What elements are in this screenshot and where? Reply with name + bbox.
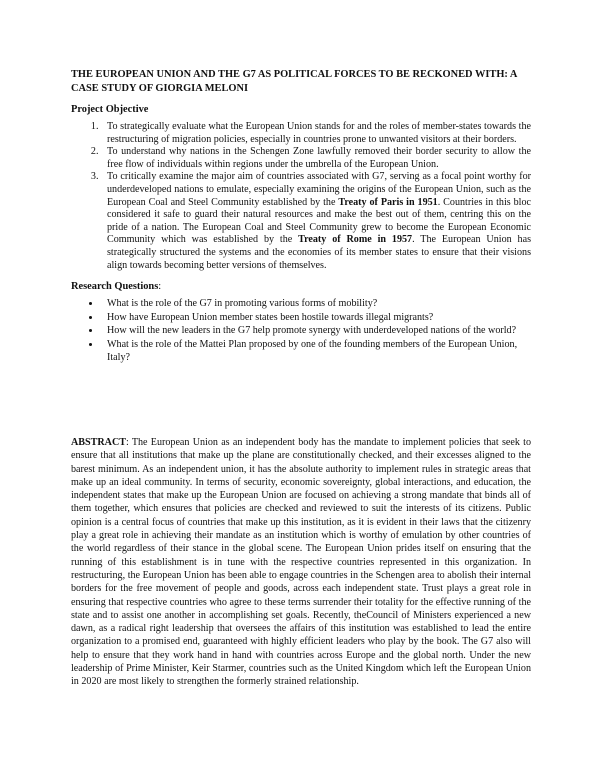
abstract-text: : The European Union as an independent body has the mandate to implement policies that seek to ensure that all institutions that make up the plane are constitutionally checked, and their excesses aligned to the barest minimum. As an independent union, it has the absolute authority to implement rules in strategic areas that make up an ideal community. In terms of security, economic sovereignty, global interactions, and education, the independent states that make up the European Union are focused on achieving a strong mandate that binds all of them together, which ensures that policies are checked and reviewed to suit the interests of its citizens. Public opinion is a central focus of countries that make up this institution, as it is evident in their laws that the citizenry play a great role in achieving their mandate as an institution which is worthy of emulation by other countries of the world regardless of their stance in the global scene. The European Union prides itself on ensuring that the running of this establishment is in tune with the respective countries represented in this organization. In restructuring, the European Union has been able to engage countries in the Schengen area to abolish their internal borders for the free movement of people and goods, across each independent state. Trust plays a great role in ensuring that respective countries who agree to these terms surrender their totality for the effective running of the state and to assist one another in accomplishing set goals. Recently, theCouncil of Ministers experienced a new dawn, as a radical right leadership that oversees the affairs of this institution was established to lead the entire organization to a promised end, guaranteed with highly efficient leaders who play by the book. The G7 also will help to ensure that they work hand in hand with countries across Europe and the global north. Under the new leadership of Prime Minister, Keir Starmer, countries such as the United Kingdom which left the European Union in 2020 are most likely to strengthen the formerly strained relationship. (71, 437, 531, 688)
research-questions-heading (71, 280, 531, 294)
document-title: THE EUROPEAN UNION AND THE G7 AS POLITICAL FORCES TO BE RECKONED WITH: A CASE STUDY OF GIORGIA MELONI (71, 69, 517, 94)
document-page (71, 68, 531, 688)
objective-3-text-c: . The European Union has strategically structured the systems and the economies of its member states to ensure that their visions align towards becoming better versions of themselves. (107, 234, 531, 271)
treaty-of-paris: Treaty of Paris in 1951 (338, 196, 438, 208)
research-question-1: • What is the role of the G7 in promoting various forms of mobility? (101, 298, 531, 311)
abstract-label: ABSTRACT (71, 437, 126, 448)
objective-3-text-b: . Countries in this bloc considered it safe to guard their natural resources and make the best out of them, centring this on the pride of a nation. The European Coal and Steel Community grew to become the European Economic Community which was established by the (107, 196, 531, 246)
abstract-paragraph (71, 436, 531, 689)
research-question-3: • How will the new leaders in the G7 help promote synergy with underdeveloped nations of the world? (101, 325, 531, 338)
objective-3-text-a: To critically examine the major aim of countries associated with G7, serving as a focal point worthy for underdeveloped nations to emulate, especially examining the origins of the European Union, such as the European Coal and Steel Community established by the (107, 171, 531, 208)
objective-item-1: 1. To strategically evaluate what the European Union stands for and the roles of member-states towards the restructuring of migration policies, especially in countries prone to unwanted visitors at their borders. (101, 121, 531, 146)
research-questions-list (71, 298, 531, 364)
project-objective-heading: Project Objective (71, 104, 149, 115)
research-question-4: • What is the role of the Mattei Plan proposed by one of the founding members of the European Union, Italy? (101, 339, 531, 364)
research-questions-colon: : (158, 281, 162, 293)
objective-item-3 (101, 171, 531, 272)
research-question-2: • How have European Union member states been hostile towards illegal migrants? (101, 312, 531, 325)
treaty-of-rome: Treaty of Rome in 1957 (298, 234, 413, 246)
objective-item-2: 2. To understand why nations in the Schengen Zone lawfully removed their border security to allow the free flow of individuals within regions under the umbrella of the European Union. (101, 146, 531, 171)
research-questions-label: Research Questions (71, 281, 159, 293)
objective-list (71, 121, 531, 272)
